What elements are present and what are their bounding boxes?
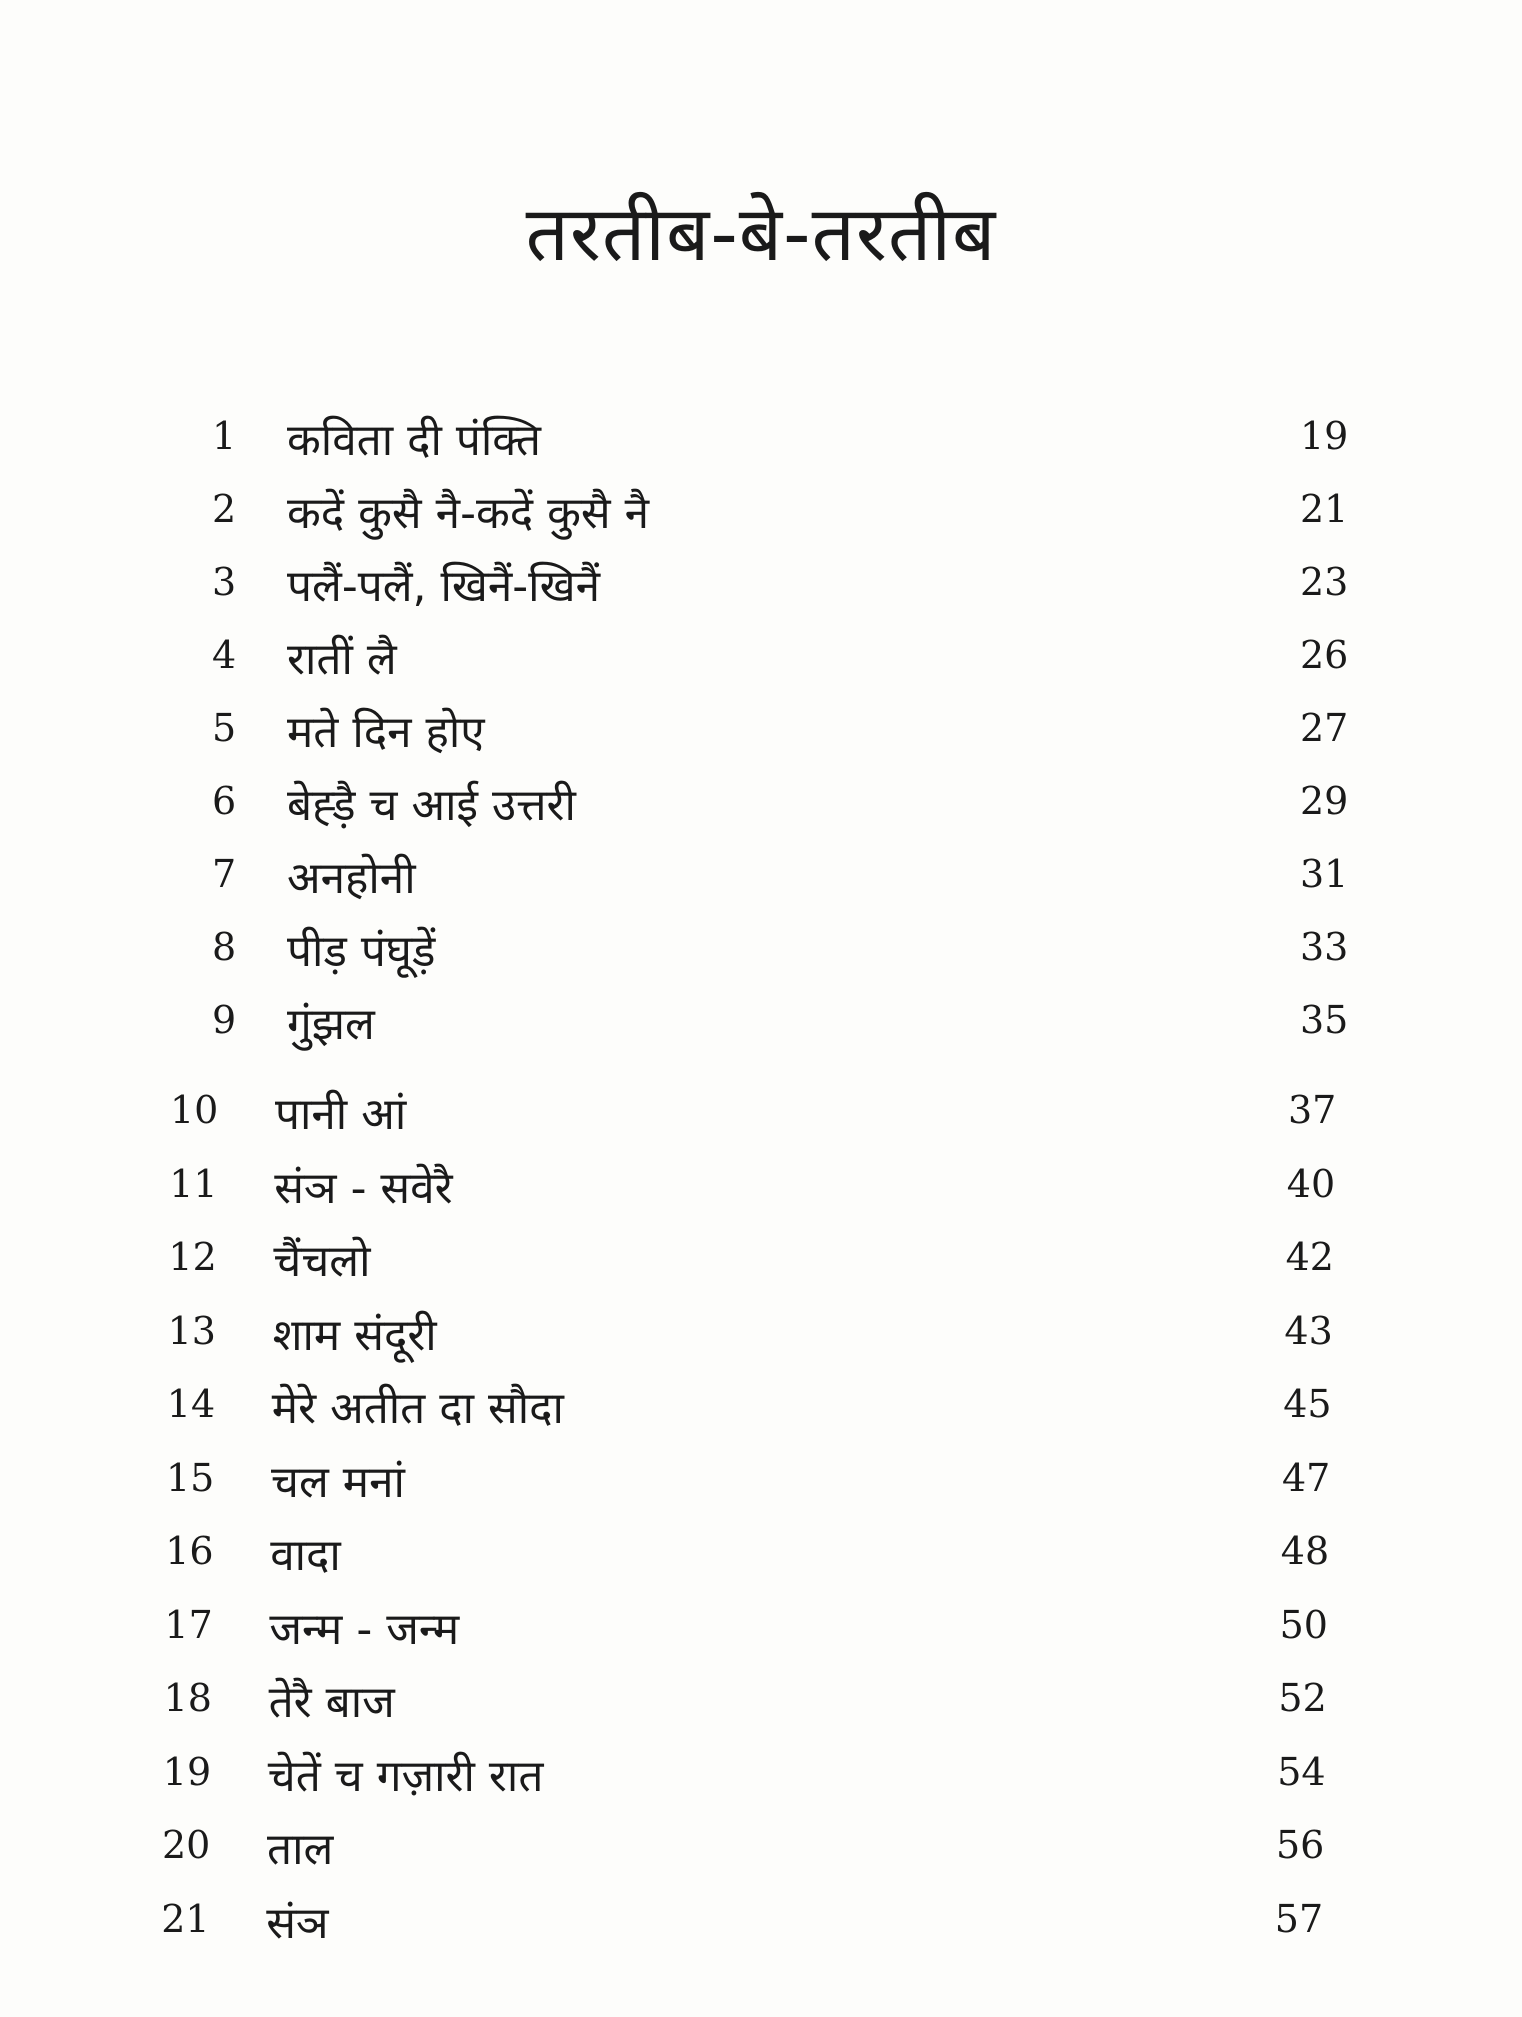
entry-title: चैंचलो: [273, 1236, 371, 1287]
toc-entry: [0, 481, 1349, 541]
entry-number: 6: [212, 779, 237, 823]
entry-page-number: 47: [1282, 1455, 1331, 1500]
toc-entry: [0, 919, 1349, 979]
entry-number: 1: [212, 414, 237, 458]
entry-page-number: 45: [1283, 1382, 1332, 1426]
entry-number: 21: [161, 1896, 210, 1941]
toc-entry: [0, 1229, 1334, 1289]
entry-page-number: 48: [1280, 1529, 1330, 1573]
entry-title: संञ - सवेरै: [274, 1162, 453, 1214]
entry-title: संञ: [266, 1897, 329, 1949]
entry-number: 15: [166, 1455, 215, 1500]
entry-number: 20: [162, 1823, 211, 1867]
toc-entry: [0, 554, 1349, 614]
toc-entry: [0, 992, 1349, 1052]
entry-page-number: 57: [1274, 1896, 1324, 1941]
entry-title: मते दिन होए: [287, 707, 485, 758]
entry-number: 17: [164, 1602, 213, 1647]
entry-title: शाम संदूरी: [272, 1309, 437, 1361]
entry-title: जन्म - जन्म: [269, 1603, 460, 1655]
entry-number: 18: [163, 1676, 212, 1720]
entry-page-number: 35: [1300, 998, 1349, 1042]
entry-title: पलैं-पलैं, खिनैं-खिनैं: [287, 561, 600, 612]
entry-page-number: 26: [1300, 633, 1349, 677]
entry-number: 7: [212, 852, 237, 896]
toc-entry: [0, 1817, 1325, 1877]
toc-entry: [0, 1670, 1327, 1730]
entry-number: 5: [212, 706, 237, 750]
entry-page-number: 31: [1300, 852, 1349, 896]
toc-entry: [0, 1450, 1331, 1510]
entry-number: 2: [212, 487, 237, 531]
toc-entry: [0, 773, 1349, 833]
toc-entry: [0, 1156, 1336, 1216]
entry-page-number: 33: [1300, 925, 1349, 969]
entry-number: 10: [170, 1088, 219, 1132]
entry-number: 14: [166, 1382, 216, 1426]
entry-page-number: 50: [1279, 1602, 1328, 1647]
entry-title: चेतें च गज़ारी रात: [267, 1750, 544, 1802]
entry-title: मेरे अतीत दा सौदा: [271, 1383, 564, 1434]
entry-title: चल मनां: [271, 1456, 405, 1508]
entry-number: 12: [168, 1235, 217, 1279]
entry-title: कविता दी पंक्ति: [287, 415, 541, 466]
toc-entry: [0, 408, 1349, 468]
entry-page-number: 40: [1286, 1161, 1336, 1206]
toc-entry: [0, 1744, 1326, 1804]
entry-page-number: 43: [1284, 1308, 1333, 1353]
entry-number: 19: [162, 1749, 212, 1794]
entry-page-number: 19: [1300, 414, 1349, 458]
entry-title: गुंझल: [287, 999, 375, 1050]
toc-entry: [0, 1376, 1332, 1436]
entry-page-number: 21: [1300, 487, 1349, 531]
entry-page-number: 27: [1300, 706, 1349, 750]
entry-number: 13: [167, 1308, 216, 1353]
entry-number: 4: [212, 633, 237, 677]
entry-number: 11: [169, 1161, 218, 1206]
toc-entry: [0, 1523, 1330, 1583]
entry-title: तेरै बाज: [268, 1677, 395, 1728]
entry-title: पीड़ पंघूड़ें: [287, 926, 436, 977]
toc-entry: [0, 1082, 1337, 1142]
entry-number: 8: [212, 925, 237, 969]
entry-title: पानी आं: [275, 1089, 407, 1140]
entry-page-number: 37: [1288, 1088, 1337, 1132]
entry-page-number: 29: [1300, 779, 1349, 823]
toc-entry: [0, 627, 1349, 687]
entry-number: 9: [212, 998, 237, 1042]
entry-number: 3: [212, 560, 237, 604]
toc-entry: [0, 1597, 1328, 1657]
entry-number: 16: [165, 1529, 214, 1573]
toc-entry: [0, 1303, 1333, 1363]
toc-entry: [0, 1891, 1324, 1951]
entry-page-number: 23: [1300, 560, 1349, 604]
entry-title: कदें कुसै नै-कदें कुसै नै: [287, 488, 650, 539]
entry-page-number: 54: [1277, 1749, 1326, 1794]
entry-page-number: 42: [1285, 1235, 1334, 1279]
entry-title: ताल: [267, 1824, 334, 1875]
entry-page-number: 56: [1276, 1823, 1325, 1867]
entry-page-number: 52: [1278, 1676, 1327, 1720]
toc-entry: [0, 700, 1349, 760]
page-title: तरतीब-बे-तरतीब: [525, 189, 997, 278]
toc-entry: [0, 846, 1349, 906]
entry-title: अनहोनी: [287, 853, 416, 904]
entry-title: वादा: [270, 1530, 341, 1581]
entry-title: बेह्ड़ै च आई उत्तरी: [287, 780, 576, 831]
entry-title: रातीं लै: [287, 634, 397, 685]
